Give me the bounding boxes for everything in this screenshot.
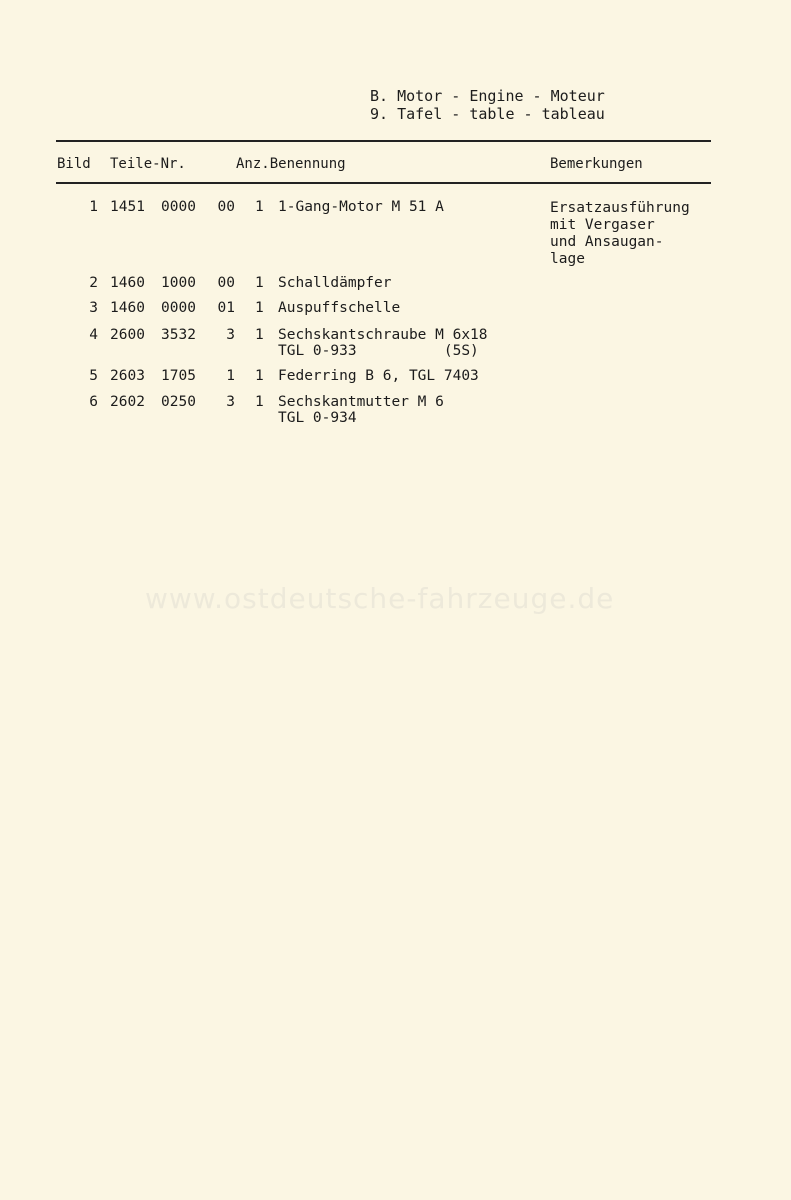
column-header-bild: Bild (57, 156, 91, 172)
description-line: Schalldämpfer (278, 275, 392, 291)
description-line: TGL 0-934 (278, 410, 357, 426)
part-number-3: 1 (226, 368, 235, 384)
description-line: TGL 0-933 (5S) (278, 343, 479, 359)
quantity: 1 (255, 275, 264, 291)
part-number-3: 3 (226, 394, 235, 410)
bottom-rule (56, 182, 711, 184)
part-number-2: 3532 (161, 327, 196, 343)
quantity: 1 (255, 368, 264, 384)
bild-number: 6 (89, 394, 98, 410)
bild-number: 5 (89, 368, 98, 384)
remark-line: Ersatzausführung (550, 200, 690, 216)
top-rule (56, 140, 711, 142)
part-number-1: 1460 (110, 275, 145, 291)
remark-line: lage (550, 251, 585, 267)
part-number-2: 1705 (161, 368, 196, 384)
bild-number: 1 (89, 199, 98, 215)
watermark: www.ostdeutsche-fahrzeuge.de (145, 582, 615, 615)
part-number-2: 0000 (161, 199, 196, 215)
bild-number: 2 (89, 275, 98, 291)
quantity: 1 (255, 199, 264, 215)
description-line: Sechskantschraube M 6x18 (278, 327, 488, 343)
remark-line: und Ansaugan- (550, 234, 664, 250)
header-line-2: 9. Tafel - table - tableau (370, 105, 605, 123)
part-number-1: 1451 (110, 199, 145, 215)
part-number-3: 00 (217, 199, 235, 215)
quantity: 1 (255, 394, 264, 410)
column-header-anz-benennung: Anz.Benennung (236, 156, 346, 172)
header-line-1: B. Motor - Engine - Moteur (370, 87, 605, 105)
part-number-1: 2602 (110, 394, 145, 410)
part-number-2: 0250 (161, 394, 196, 410)
column-header-bemerkungen: Bemerkungen (550, 156, 643, 172)
part-number-1: 1460 (110, 300, 145, 316)
description-line: 1-Gang-Motor M 51 A (278, 199, 444, 215)
column-header-teile-nr: Teile-Nr. (110, 156, 186, 172)
description-line: Sechskantmutter M 6 (278, 394, 444, 410)
part-number-3: 3 (226, 327, 235, 343)
part-number-3: 00 (217, 275, 235, 291)
description-line: Federring B 6, TGL 7403 (278, 368, 479, 384)
quantity: 1 (255, 300, 264, 316)
quantity: 1 (255, 327, 264, 343)
bild-number: 4 (89, 327, 98, 343)
part-number-2: 0000 (161, 300, 196, 316)
part-number-1: 2603 (110, 368, 145, 384)
part-number-1: 2600 (110, 327, 145, 343)
part-number-3: 01 (217, 300, 235, 316)
part-number-2: 1000 (161, 275, 196, 291)
remark-line: mit Vergaser (550, 217, 655, 233)
description-line: Auspuffschelle (278, 300, 401, 316)
bild-number: 3 (89, 300, 98, 316)
section-header (370, 87, 605, 123)
